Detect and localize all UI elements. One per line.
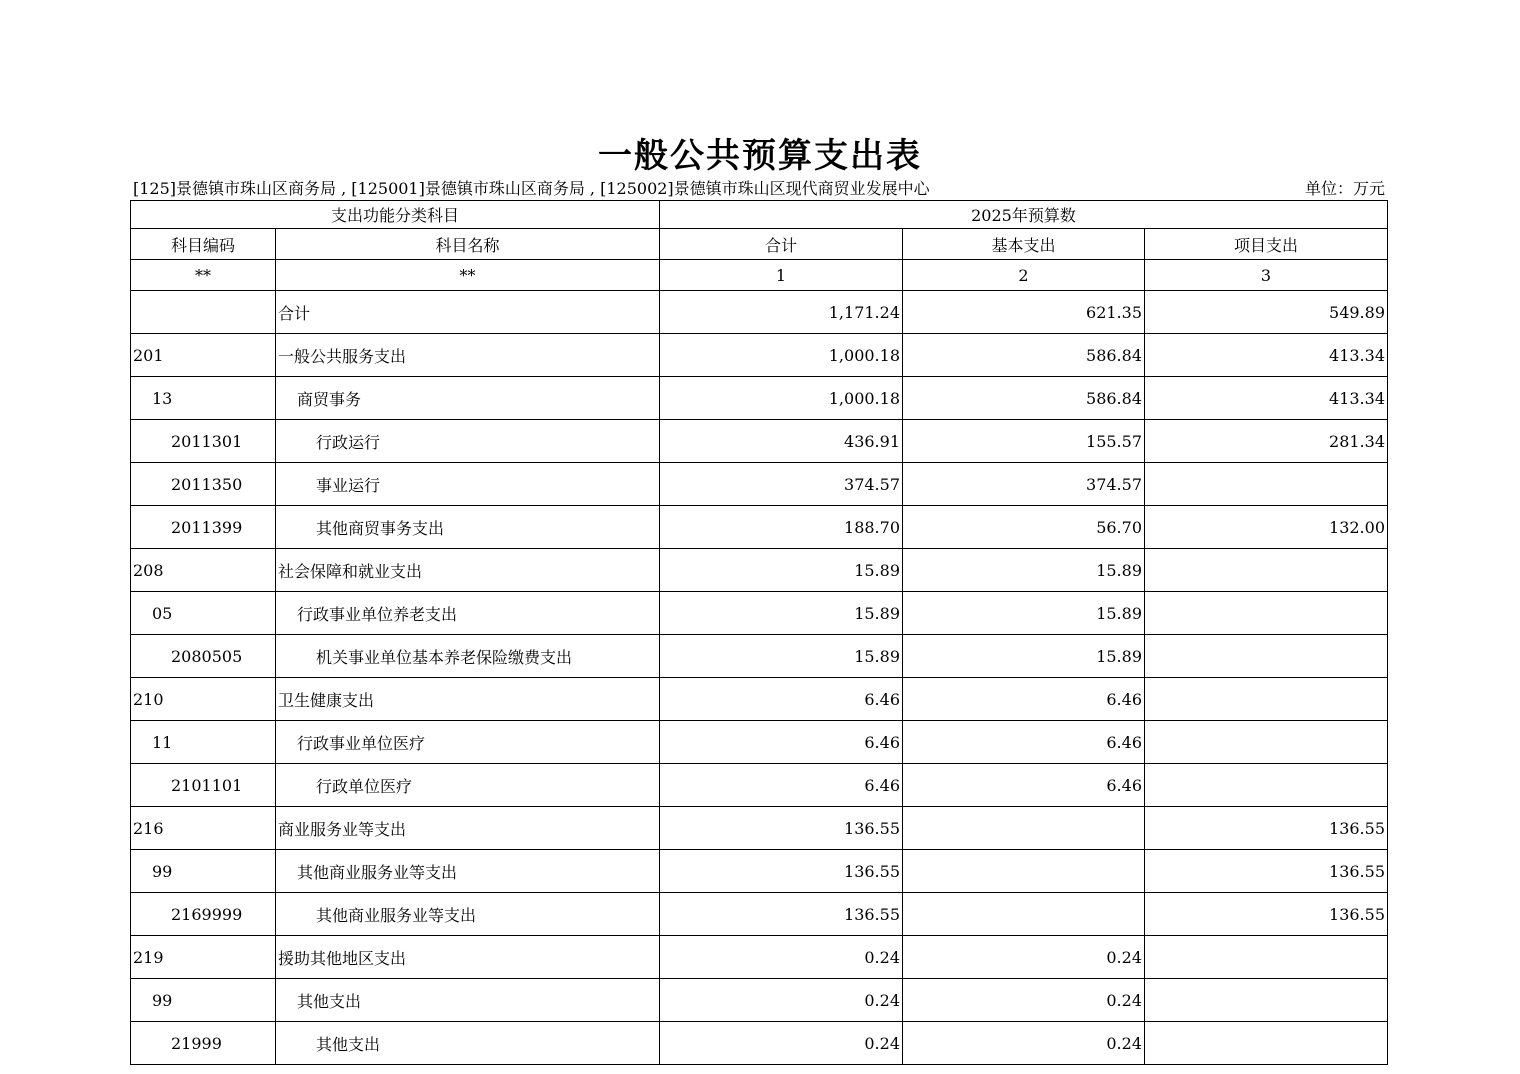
index-project: 3 bbox=[1145, 260, 1388, 291]
cell-code: 05 bbox=[131, 592, 276, 635]
cell-code: 2080505 bbox=[131, 635, 276, 678]
cell-total: 1,171.24 bbox=[660, 291, 903, 334]
cell-name: 社会保障和就业支出 bbox=[276, 549, 660, 592]
cell-code: 2169999 bbox=[131, 893, 276, 936]
cell-total: 15.89 bbox=[660, 592, 903, 635]
cell-code: 201 bbox=[131, 334, 276, 377]
cell-project bbox=[1145, 592, 1388, 635]
table-row bbox=[131, 1022, 1388, 1065]
cell-project: 281.34 bbox=[1145, 420, 1388, 463]
cell-basic: 621.35 bbox=[903, 291, 1145, 334]
table-row bbox=[131, 893, 1388, 936]
header-budget-year: 2025年预算数 bbox=[660, 201, 1388, 229]
header-name: 科目名称 bbox=[276, 229, 660, 260]
cell-basic: 6.46 bbox=[903, 721, 1145, 764]
cell-code: 2011399 bbox=[131, 506, 276, 549]
cell-total: 1,000.18 bbox=[660, 377, 903, 420]
table-row bbox=[131, 635, 1388, 678]
index-total: 1 bbox=[660, 260, 903, 291]
cell-basic bbox=[903, 850, 1145, 893]
table-row bbox=[131, 721, 1388, 764]
cell-project: 413.34 bbox=[1145, 334, 1388, 377]
cell-basic: 6.46 bbox=[903, 764, 1145, 807]
cell-code: 210 bbox=[131, 678, 276, 721]
table-row bbox=[131, 549, 1388, 592]
cell-total: 436.91 bbox=[660, 420, 903, 463]
cell-code: 21999 bbox=[131, 1022, 276, 1065]
cell-total: 15.89 bbox=[660, 635, 903, 678]
cell-total: 6.46 bbox=[660, 678, 903, 721]
header-index-row bbox=[131, 260, 1388, 291]
page-title: 一般公共预算支出表 bbox=[598, 136, 922, 176]
cell-name: 其他商业服务业等支出 bbox=[276, 850, 660, 893]
cell-name: 卫生健康支出 bbox=[276, 678, 660, 721]
cell-total: 1,000.18 bbox=[660, 334, 903, 377]
cell-project: 549.89 bbox=[1145, 291, 1388, 334]
cell-project bbox=[1145, 721, 1388, 764]
cell-basic: 15.89 bbox=[903, 549, 1145, 592]
header-info bbox=[133, 176, 1385, 198]
cell-name: 援助其他地区支出 bbox=[276, 936, 660, 979]
cell-total: 0.24 bbox=[660, 936, 903, 979]
cell-basic: 586.84 bbox=[903, 334, 1145, 377]
cell-name: 行政事业单位医疗 bbox=[276, 721, 660, 764]
cell-total: 0.24 bbox=[660, 979, 903, 1022]
cell-project bbox=[1145, 764, 1388, 807]
table-row bbox=[131, 592, 1388, 635]
cell-name: 机关事业单位基本养老保险缴费支出 bbox=[276, 635, 660, 678]
unit-label: 单位：万元 bbox=[1304, 179, 1385, 198]
cell-basic: 15.89 bbox=[903, 635, 1145, 678]
cell-basic: 0.24 bbox=[903, 979, 1145, 1022]
cell-name: 事业运行 bbox=[276, 463, 660, 506]
cell-basic bbox=[903, 893, 1145, 936]
cell-basic: 15.89 bbox=[903, 592, 1145, 635]
cell-project: 136.55 bbox=[1145, 893, 1388, 936]
index-basic: 2 bbox=[903, 260, 1145, 291]
organization-line: [125]景德镇市珠山区商务局 , [125001]景德镇市珠山区商务局 , [125002]景德镇市珠山区现代商贸业发展中心 bbox=[133, 179, 930, 198]
cell-basic: 586.84 bbox=[903, 377, 1145, 420]
cell-total: 374.57 bbox=[660, 463, 903, 506]
cell-total: 6.46 bbox=[660, 721, 903, 764]
cell-name: 行政运行 bbox=[276, 420, 660, 463]
table-row bbox=[131, 936, 1388, 979]
header-total: 合计 bbox=[660, 229, 903, 260]
cell-code bbox=[131, 291, 276, 334]
cell-basic: 374.57 bbox=[903, 463, 1145, 506]
header-function-classification: 支出功能分类科目 bbox=[131, 201, 660, 229]
cell-code: 219 bbox=[131, 936, 276, 979]
table-row bbox=[131, 850, 1388, 893]
cell-project bbox=[1145, 549, 1388, 592]
header-project: 项目支出 bbox=[1145, 229, 1388, 260]
header-code: 科目编码 bbox=[131, 229, 276, 260]
header-column-row bbox=[131, 229, 1388, 260]
table-row bbox=[131, 764, 1388, 807]
cell-total: 6.46 bbox=[660, 764, 903, 807]
cell-project bbox=[1145, 635, 1388, 678]
header-group-row bbox=[131, 201, 1388, 229]
table-row bbox=[131, 506, 1388, 549]
cell-project: 136.55 bbox=[1145, 850, 1388, 893]
cell-basic bbox=[903, 807, 1145, 850]
cell-code: 99 bbox=[131, 850, 276, 893]
cell-project bbox=[1145, 936, 1388, 979]
cell-basic: 56.70 bbox=[903, 506, 1145, 549]
cell-name: 行政事业单位养老支出 bbox=[276, 592, 660, 635]
cell-name: 商业服务业等支出 bbox=[276, 807, 660, 850]
table-row bbox=[131, 291, 1388, 334]
budget-table bbox=[130, 200, 1388, 1065]
table-row bbox=[131, 979, 1388, 1022]
cell-code: 11 bbox=[131, 721, 276, 764]
cell-project bbox=[1145, 979, 1388, 1022]
cell-code: 2011350 bbox=[131, 463, 276, 506]
cell-project bbox=[1145, 678, 1388, 721]
header-basic: 基本支出 bbox=[903, 229, 1145, 260]
table-row bbox=[131, 420, 1388, 463]
cell-name: 一般公共服务支出 bbox=[276, 334, 660, 377]
table-row bbox=[131, 678, 1388, 721]
cell-code: 99 bbox=[131, 979, 276, 1022]
cell-code: 13 bbox=[131, 377, 276, 420]
cell-total: 136.55 bbox=[660, 850, 903, 893]
cell-total: 188.70 bbox=[660, 506, 903, 549]
cell-name: 合计 bbox=[276, 291, 660, 334]
cell-name: 行政单位医疗 bbox=[276, 764, 660, 807]
cell-name: 商贸事务 bbox=[276, 377, 660, 420]
index-code: ** bbox=[131, 260, 276, 291]
cell-total: 136.55 bbox=[660, 893, 903, 936]
cell-total: 0.24 bbox=[660, 1022, 903, 1065]
cell-code: 216 bbox=[131, 807, 276, 850]
table-row bbox=[131, 463, 1388, 506]
cell-name: 其他支出 bbox=[276, 979, 660, 1022]
cell-basic: 0.24 bbox=[903, 936, 1145, 979]
cell-project: 132.00 bbox=[1145, 506, 1388, 549]
cell-basic: 6.46 bbox=[903, 678, 1145, 721]
table-row bbox=[131, 807, 1388, 850]
cell-name: 其他商贸事务支出 bbox=[276, 506, 660, 549]
cell-project: 136.55 bbox=[1145, 807, 1388, 850]
cell-total: 15.89 bbox=[660, 549, 903, 592]
cell-basic: 0.24 bbox=[903, 1022, 1145, 1065]
index-name: ** bbox=[276, 260, 660, 291]
cell-name: 其他支出 bbox=[276, 1022, 660, 1065]
cell-code: 208 bbox=[131, 549, 276, 592]
cell-total: 136.55 bbox=[660, 807, 903, 850]
table-row bbox=[131, 334, 1388, 377]
cell-project bbox=[1145, 463, 1388, 506]
cell-code: 2011301 bbox=[131, 420, 276, 463]
cell-name: 其他商业服务业等支出 bbox=[276, 893, 660, 936]
cell-project: 413.34 bbox=[1145, 377, 1388, 420]
cell-project bbox=[1145, 1022, 1388, 1065]
cell-code: 2101101 bbox=[131, 764, 276, 807]
table-row bbox=[131, 377, 1388, 420]
cell-basic: 155.57 bbox=[903, 420, 1145, 463]
